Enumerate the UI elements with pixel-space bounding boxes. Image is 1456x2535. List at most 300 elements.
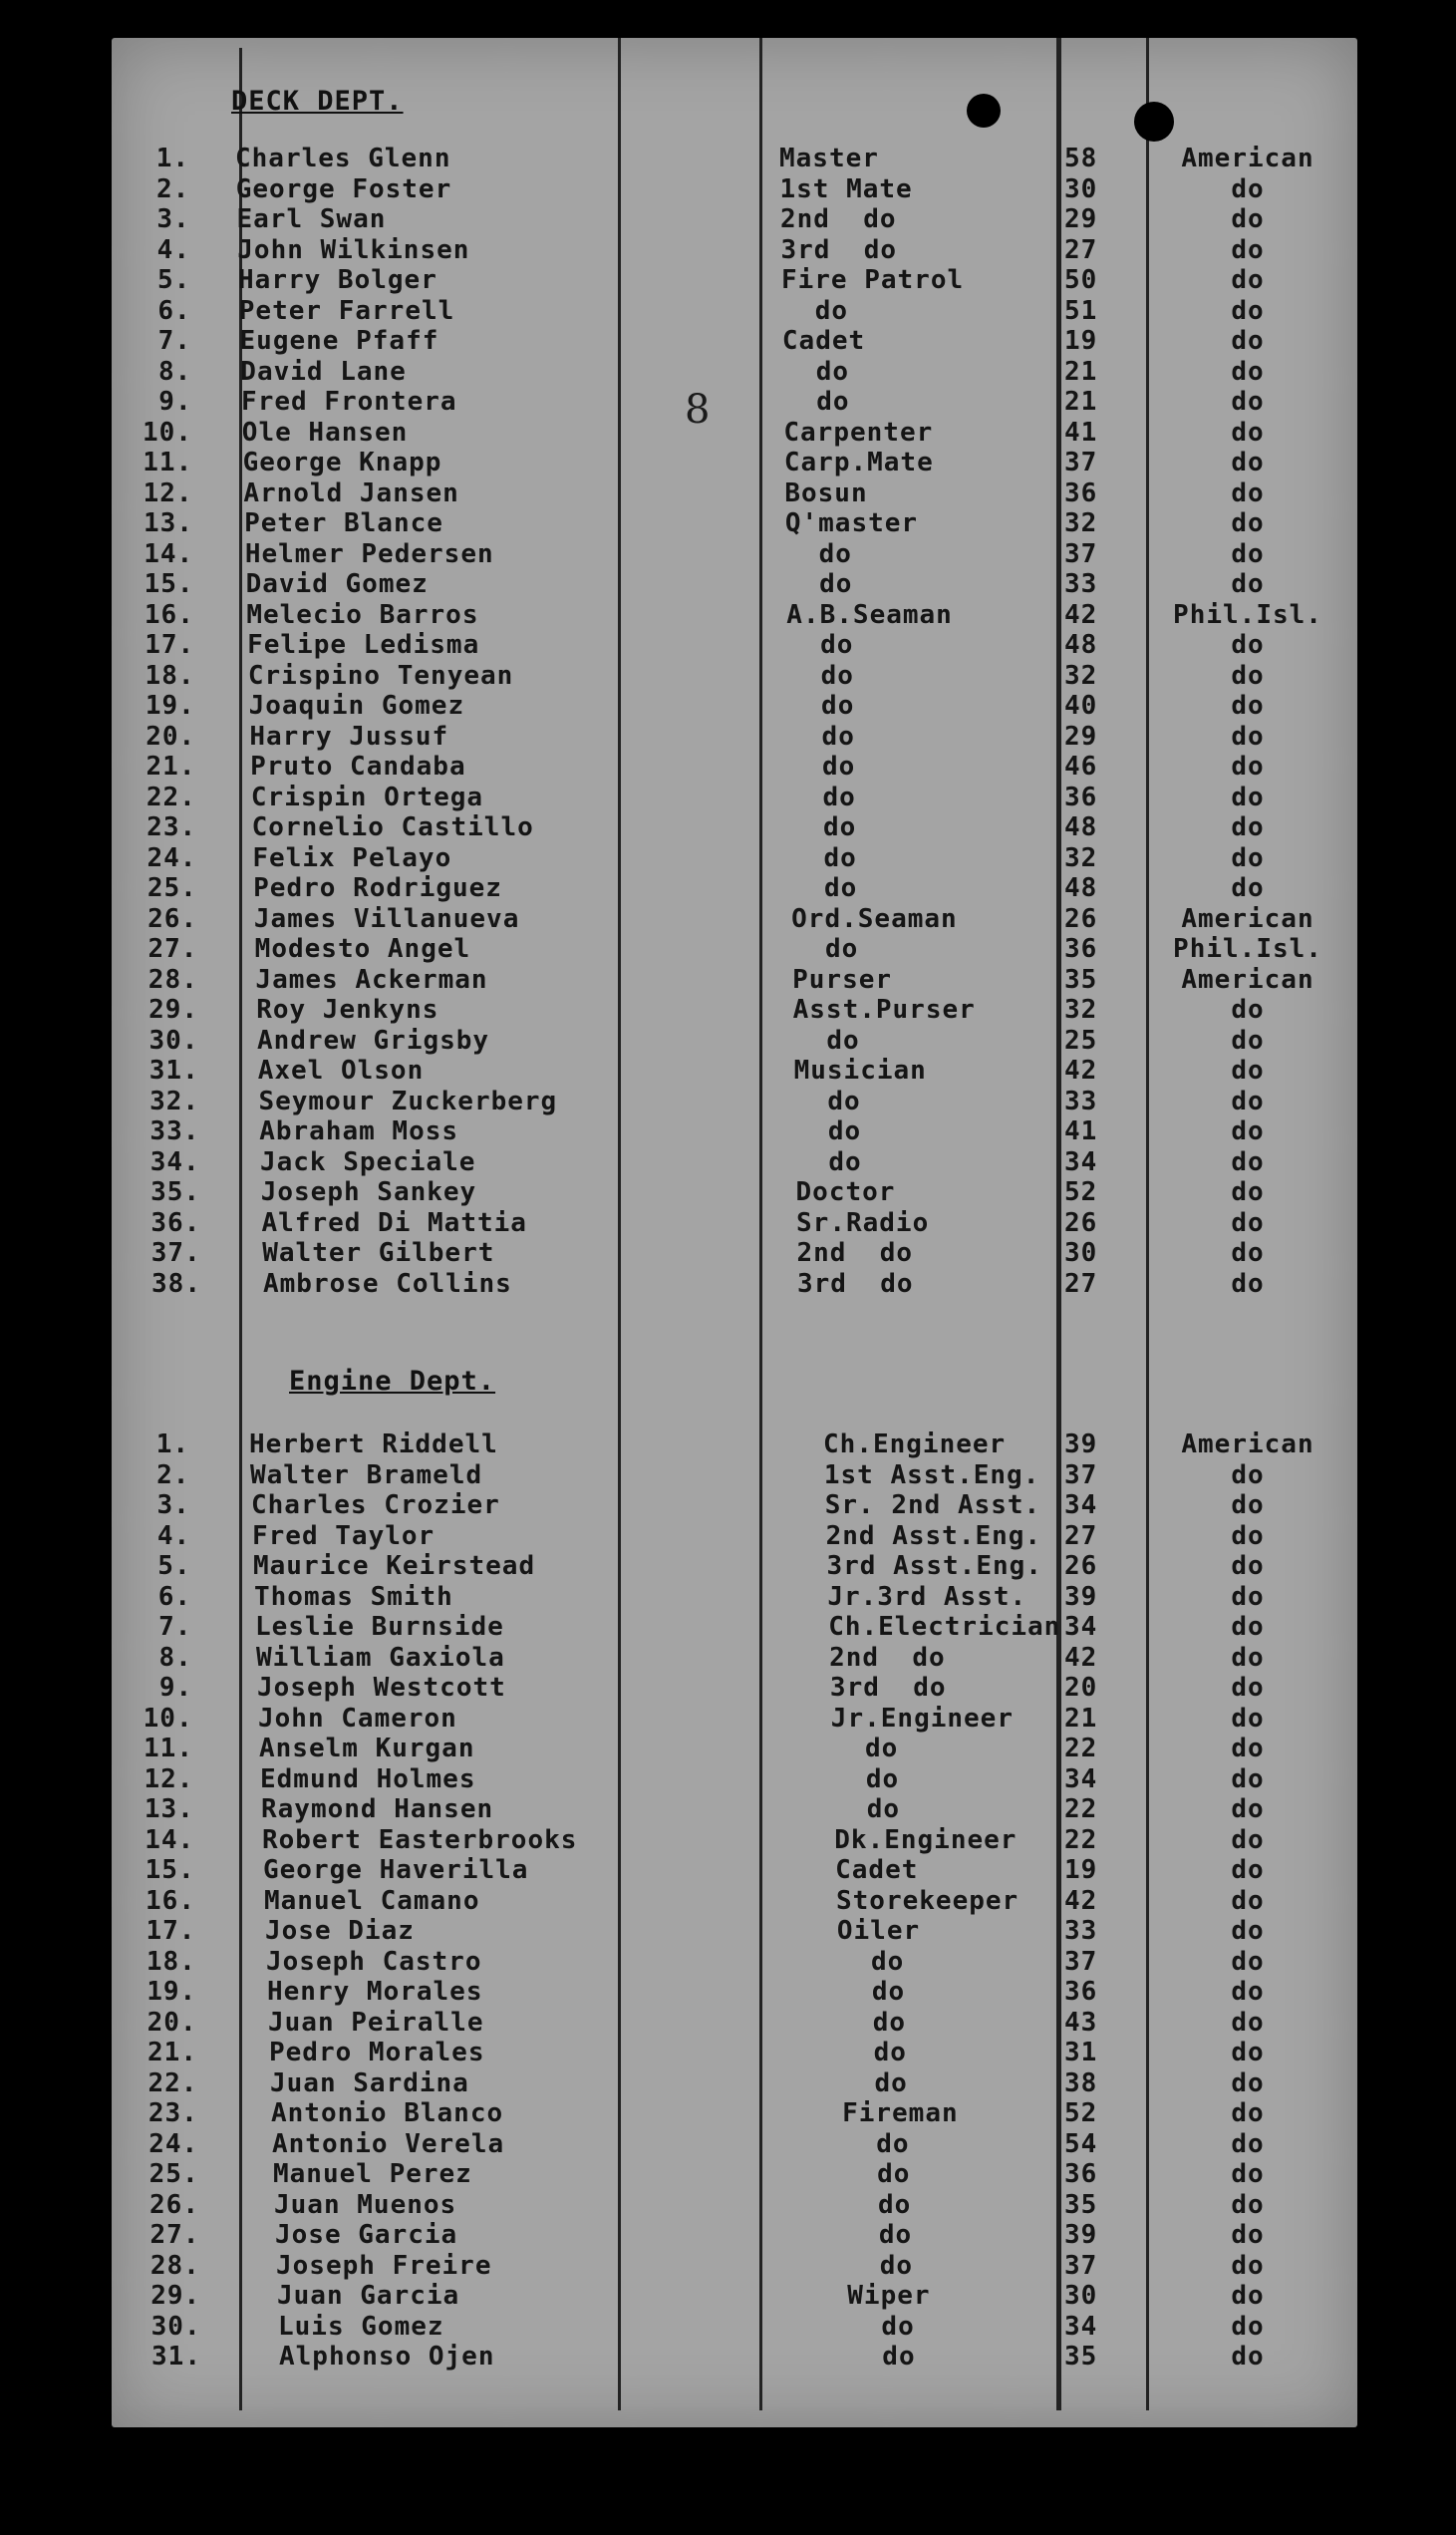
- crew-age: 37: [1064, 1459, 1098, 1490]
- crew-rating: Carpenter: [783, 417, 934, 448]
- crew-number: 16.: [144, 599, 194, 630]
- crew-rating: Cadet: [835, 1855, 919, 1885]
- crew-rating: 1st Asst.Eng.: [823, 1459, 1040, 1490]
- crew-nationality: do: [1231, 1824, 1265, 1855]
- crew-nationality: do: [1231, 2098, 1265, 2128]
- crew-number: 31.: [148, 1056, 199, 1086]
- crew-number: 27.: [147, 934, 198, 964]
- crew-row: [112, 448, 1357, 477]
- crew-number: 26.: [149, 2189, 199, 2220]
- crew-name: George Foster: [235, 173, 452, 204]
- crew-number: 4.: [156, 1520, 191, 1551]
- crew-nationality: do: [1231, 326, 1265, 356]
- crew-name: Juan Garcia: [277, 2281, 460, 2311]
- crew-rating: do: [833, 1794, 901, 1824]
- crew-number: 30.: [148, 1025, 199, 1056]
- crew-age: 34: [1064, 2311, 1098, 2342]
- crew-age: 42: [1064, 1885, 1098, 1916]
- crew-rating: Purser: [792, 964, 893, 995]
- crew-number: 4.: [156, 234, 190, 265]
- crew-number: 15.: [144, 569, 194, 599]
- crew-rating: do: [788, 752, 856, 782]
- crew-rating: do: [795, 1146, 862, 1177]
- crew-row: [112, 934, 1357, 964]
- crew-number: 12.: [144, 1763, 194, 1794]
- crew-row: [112, 418, 1357, 448]
- crew-row: [112, 2098, 1357, 2128]
- crew-age: 42: [1064, 599, 1098, 630]
- crew-nationality: do: [1231, 295, 1265, 326]
- crew-age: 35: [1064, 2342, 1098, 2372]
- crew-age: 38: [1064, 2067, 1098, 2098]
- crew-name: Ambrose Collins: [263, 1268, 512, 1299]
- crew-row: [112, 1056, 1357, 1086]
- crew-number: 6.: [157, 1581, 191, 1612]
- crew-number: 13.: [143, 508, 193, 538]
- crew-row: [112, 1947, 1357, 1977]
- crew-age: 32: [1064, 995, 1098, 1025]
- crew-name: James Villanueva: [253, 903, 520, 934]
- manifest-page: [112, 38, 1357, 2427]
- crew-age: 36: [1064, 782, 1098, 812]
- crew-rating: A.B.Seaman: [786, 599, 953, 630]
- crew-age: 27: [1064, 234, 1098, 265]
- crew-nationality: do: [1231, 1642, 1265, 1673]
- crew-age: 22: [1064, 1734, 1098, 1763]
- crew-nationality: do: [1231, 2220, 1265, 2250]
- crew-nationality: do: [1231, 1207, 1265, 1238]
- crew-nationality: do: [1231, 752, 1265, 782]
- crew-nationality: do: [1231, 204, 1265, 234]
- crew-row: [112, 569, 1357, 599]
- crew-nationality: do: [1231, 2159, 1265, 2189]
- crew-rating: Wiper: [847, 2281, 931, 2311]
- crew-name: Leslie Burnside: [255, 1612, 504, 1642]
- crew-nationality: do: [1231, 660, 1265, 691]
- crew-age: 21: [1064, 356, 1098, 387]
- crew-age: 27: [1064, 1268, 1098, 1299]
- crew-row: [112, 1490, 1357, 1520]
- crew-name: Peter Farrell: [238, 295, 455, 326]
- crew-nationality: do: [1231, 508, 1265, 538]
- crew-number: 14.: [144, 538, 194, 569]
- crew-row: [112, 1429, 1357, 1459]
- crew-nationality: do: [1231, 2311, 1265, 2342]
- crew-age: 36: [1064, 477, 1098, 508]
- crew-row: [112, 1734, 1357, 1763]
- crew-number: 5.: [157, 265, 191, 295]
- crew-age: 48: [1064, 873, 1098, 903]
- crew-row: [112, 2190, 1357, 2220]
- crew-row: [112, 478, 1357, 508]
- crew-number: 11.: [143, 448, 193, 477]
- crew-row: [112, 812, 1357, 842]
- crew-rating: do: [785, 569, 853, 599]
- crew-row: [112, 691, 1357, 721]
- crew-rating: Fire Patrol: [780, 265, 965, 295]
- crew-name: Jose Diaz: [265, 1916, 415, 1946]
- crew-rating: Carp.Mate: [783, 448, 934, 477]
- crew-nationality: do: [1231, 173, 1265, 204]
- crew-rating: do: [789, 812, 857, 842]
- crew-name: Thomas Smith: [254, 1581, 453, 1612]
- crew-nationality: do: [1231, 1916, 1265, 1946]
- crew-number: 17.: [145, 630, 195, 660]
- crew-number: 38.: [151, 1268, 201, 1299]
- crew-rating: do: [845, 2220, 913, 2250]
- crew-nationality: do: [1231, 1673, 1265, 1703]
- crew-row: [112, 722, 1357, 752]
- crew-number: 26.: [147, 903, 198, 934]
- crew-number: 20.: [146, 2007, 197, 2038]
- crew-nationality: do: [1231, 448, 1265, 477]
- crew-name: David Gomez: [245, 569, 429, 599]
- crew-rating: do: [840, 2038, 907, 2067]
- crew-age: 33: [1064, 569, 1098, 599]
- crew-row: [112, 1116, 1357, 1146]
- crew-nationality: do: [1231, 691, 1265, 721]
- crew-row: [112, 1551, 1357, 1581]
- crew-age: 39: [1064, 1581, 1098, 1612]
- crew-row: [112, 752, 1357, 782]
- crew-name: Joseph Freire: [276, 2250, 492, 2281]
- crew-row: [112, 1794, 1357, 1824]
- crew-name: Earl Swan: [236, 204, 387, 234]
- crew-age: 30: [1064, 2281, 1098, 2311]
- crew-row: [112, 965, 1357, 995]
- crew-number: 7.: [158, 1612, 192, 1642]
- crew-name: Pruto Candaba: [250, 752, 466, 782]
- crew-name: Cornelio Castillo: [251, 812, 534, 842]
- punch-hole: [1134, 102, 1174, 142]
- crew-nationality: American: [1181, 964, 1314, 995]
- crew-row: [112, 1643, 1357, 1673]
- crew-rating: Sr.Radio: [796, 1207, 930, 1238]
- crew-number: 21.: [146, 752, 196, 782]
- crew-name: Manuel Camano: [264, 1885, 480, 1916]
- crew-row: [112, 2008, 1357, 2038]
- crew-rating: do: [787, 660, 854, 691]
- crew-name: Walter Gilbert: [262, 1238, 495, 1268]
- crew-number: 36.: [150, 1207, 201, 1238]
- crew-number: 17.: [146, 1916, 196, 1946]
- crew-name: Charles Glenn: [235, 144, 451, 173]
- crew-nationality: do: [1231, 569, 1265, 599]
- crew-name: Fred Taylor: [252, 1520, 436, 1551]
- crew-number: 33.: [149, 1116, 200, 1146]
- crew-rating: 2nd do: [796, 1238, 914, 1268]
- crew-name: Helmer Pedersen: [244, 538, 494, 569]
- crew-row: [112, 995, 1357, 1025]
- crew-nationality: do: [1231, 477, 1265, 508]
- crew-row: [112, 326, 1357, 356]
- crew-name: Charles Crozier: [251, 1490, 500, 1520]
- crew-age: 41: [1064, 417, 1098, 448]
- crew-rating: Ch.Electrician: [828, 1612, 1061, 1642]
- crew-age: 36: [1064, 934, 1098, 964]
- crew-row: [112, 144, 1357, 173]
- crew-rating: 3rd do: [780, 234, 898, 265]
- crew-nationality: do: [1231, 1734, 1265, 1763]
- crew-age: 21: [1064, 387, 1098, 417]
- crew-number: 1.: [155, 144, 189, 173]
- crew-name: Anselm Kurgan: [259, 1734, 475, 1763]
- crew-rating: do: [788, 721, 855, 752]
- crew-rating: do: [782, 387, 850, 417]
- crew-age: 32: [1064, 508, 1098, 538]
- crew-nationality: American: [1181, 903, 1314, 934]
- crew-row: [112, 2038, 1357, 2067]
- crew-rating: do: [781, 295, 849, 326]
- crew-age: 26: [1064, 1551, 1098, 1581]
- crew-number: 34.: [149, 1146, 200, 1177]
- crew-name: Maurice Keirstead: [253, 1551, 536, 1581]
- engine-dept-title: Engine Dept.: [289, 1366, 496, 1397]
- crew-rating: do: [793, 1025, 860, 1056]
- crew-number: 28.: [147, 964, 198, 995]
- crew-number: 11.: [144, 1734, 193, 1763]
- crew-age: 36: [1064, 1977, 1098, 2007]
- crew-nationality: do: [1231, 1490, 1265, 1520]
- crew-nationality: do: [1231, 1581, 1265, 1612]
- crew-row: [112, 1825, 1357, 1855]
- crew-age: 48: [1064, 630, 1098, 660]
- crew-age: 29: [1064, 204, 1098, 234]
- crew-age: 37: [1064, 2250, 1098, 2281]
- crew-row: [112, 1764, 1357, 1794]
- crew-number: 10.: [142, 417, 192, 448]
- crew-rating: 3rd Asst.Eng.: [826, 1551, 1042, 1581]
- crew-number: 18.: [145, 660, 195, 691]
- crew-number: 21.: [147, 2038, 197, 2067]
- crew-row: [112, 235, 1357, 265]
- crew-nationality: do: [1231, 538, 1265, 569]
- crew-age: 52: [1064, 2098, 1098, 2128]
- crew-age: 22: [1064, 1794, 1098, 1824]
- crew-nationality: do: [1231, 1520, 1265, 1551]
- crew-rating: Jr.Engineer: [830, 1703, 1014, 1734]
- crew-number: 28.: [149, 2250, 200, 2281]
- crew-number: 23.: [147, 2098, 198, 2128]
- crew-row: [112, 2159, 1357, 2189]
- crew-name: Jack Speciale: [259, 1146, 476, 1177]
- crew-name: George Knapp: [242, 448, 442, 477]
- crew-row: [112, 783, 1357, 812]
- crew-row: [112, 2129, 1357, 2159]
- crew-name: Antonio Verela: [272, 2128, 505, 2159]
- crew-age: 34: [1064, 1763, 1098, 1794]
- crew-nationality: do: [1231, 1086, 1265, 1116]
- crew-age: 29: [1064, 721, 1098, 752]
- crew-age: 25: [1064, 1025, 1098, 1056]
- crew-nationality: do: [1231, 873, 1265, 903]
- crew-nationality: do: [1231, 1763, 1265, 1794]
- crew-name: Roy Jenkyns: [256, 995, 439, 1025]
- crew-age: 21: [1064, 1703, 1098, 1734]
- crew-row: [112, 2220, 1357, 2250]
- page-mark: 8: [685, 387, 711, 433]
- crew-row: [112, 873, 1357, 903]
- crew-row: [112, 661, 1357, 691]
- crew-age: 31: [1064, 2038, 1098, 2067]
- crew-rating: Cadet: [781, 326, 866, 356]
- crew-row: [112, 904, 1357, 934]
- crew-rating: Q'master: [784, 508, 919, 538]
- crew-rating: do: [791, 934, 859, 964]
- crew-number: 13.: [144, 1794, 194, 1824]
- crew-nationality: do: [1231, 387, 1265, 417]
- crew-name: Manuel Perez: [273, 2159, 472, 2189]
- deck-dept-title: DECK DEPT.: [231, 86, 404, 117]
- crew-row: [112, 1087, 1357, 1116]
- crew-number: 2.: [156, 1459, 190, 1490]
- crew-nationality: do: [1231, 721, 1265, 752]
- crew-age: 39: [1064, 1429, 1098, 1459]
- crew-rating: do: [849, 2342, 916, 2372]
- crew-rating: Dk.Engineer: [834, 1824, 1018, 1855]
- crew-nationality: American: [1181, 1429, 1314, 1459]
- crew-age: 58: [1064, 144, 1098, 173]
- punch-hole: [967, 94, 1001, 128]
- crew-name: Antonio Blanco: [271, 2098, 504, 2128]
- crew-name: Fred Frontera: [241, 387, 457, 417]
- crew-rating: do: [846, 2250, 914, 2281]
- crew-nationality: do: [1231, 2128, 1265, 2159]
- crew-rating: do: [787, 691, 855, 721]
- crew-name: John Wilkinsen: [237, 234, 470, 265]
- crew-age: 50: [1064, 265, 1098, 295]
- crew-row: [112, 2312, 1357, 2342]
- crew-rating: Ord.Seaman: [791, 903, 958, 934]
- crew-number: 7.: [157, 326, 191, 356]
- crew-age: 22: [1064, 1824, 1098, 1855]
- crew-name: Abraham Moss: [259, 1116, 459, 1146]
- crew-rating: 2nd do: [829, 1642, 946, 1673]
- crew-row: [112, 1460, 1357, 1490]
- crew-nationality: Phil.Isl.: [1173, 599, 1322, 630]
- crew-rating: do: [790, 873, 858, 903]
- crew-age: 33: [1064, 1086, 1098, 1116]
- crew-number: 5.: [157, 1551, 191, 1581]
- crew-row: [112, 1026, 1357, 1056]
- crew-nationality: do: [1231, 234, 1265, 265]
- crew-number: 9.: [158, 387, 192, 417]
- crew-nationality: do: [1231, 1146, 1265, 1177]
- crew-rating: do: [785, 538, 852, 569]
- crew-nationality: do: [1231, 417, 1265, 448]
- crew-row: [112, 1855, 1357, 1885]
- crew-row: [112, 1612, 1357, 1642]
- crew-nationality: do: [1231, 812, 1265, 842]
- crew-number: 19.: [146, 1977, 197, 2007]
- crew-row: [112, 1238, 1357, 1268]
- crew-rating: do: [789, 782, 856, 812]
- crew-age: 32: [1064, 660, 1098, 691]
- crew-number: 1.: [155, 1429, 189, 1459]
- crew-rating: Master: [779, 144, 879, 173]
- crew-age: 42: [1064, 1056, 1098, 1086]
- crew-age: 19: [1064, 1855, 1098, 1885]
- crew-nationality: do: [1231, 2342, 1265, 2372]
- crew-row: [112, 265, 1357, 295]
- crew-number: 19.: [145, 691, 195, 721]
- crew-age: 27: [1064, 1520, 1098, 1551]
- crew-name: Peter Blance: [244, 508, 443, 538]
- crew-rating: do: [842, 2128, 910, 2159]
- crew-name: Walter Brameld: [250, 1459, 483, 1490]
- crew-row: [112, 600, 1357, 630]
- crew-age: 43: [1064, 2007, 1098, 2038]
- crew-age: 26: [1064, 1207, 1098, 1238]
- crew-number: 30.: [150, 2311, 201, 2342]
- crew-age: 33: [1064, 1916, 1098, 1946]
- crew-rating: do: [782, 356, 850, 387]
- crew-row: [112, 1673, 1357, 1703]
- crew-nationality: do: [1231, 356, 1265, 387]
- crew-rating: Sr. 2nd Asst.: [824, 1490, 1041, 1520]
- crew-age: 40: [1064, 691, 1098, 721]
- crew-nationality: do: [1231, 1056, 1265, 1086]
- crew-rating: Jr.3rd Asst.: [827, 1581, 1027, 1612]
- crew-nationality: do: [1231, 2007, 1265, 2038]
- crew-age: 30: [1064, 173, 1098, 204]
- crew-number: 22.: [146, 782, 196, 812]
- crew-row: [112, 1916, 1357, 1946]
- crew-row: [112, 1977, 1357, 2007]
- crew-row: [112, 1269, 1357, 1299]
- crew-nationality: do: [1231, 265, 1265, 295]
- crew-name: Ole Hansen: [241, 417, 409, 448]
- crew-row: [112, 204, 1357, 234]
- crew-rating: do: [832, 1763, 900, 1794]
- crew-nationality: do: [1231, 782, 1265, 812]
- crew-number: 8.: [158, 1642, 192, 1673]
- crew-age: 37: [1064, 538, 1098, 569]
- crew-name: Melecio Barros: [246, 599, 479, 630]
- crew-nationality: do: [1231, 1025, 1265, 1056]
- crew-rating: do: [794, 1086, 861, 1116]
- crew-row: [112, 2342, 1357, 2372]
- crew-nationality: do: [1231, 1703, 1265, 1734]
- crew-name: Juan Peiralle: [268, 2007, 484, 2038]
- crew-rating: Fireman: [842, 2098, 959, 2128]
- crew-nationality: do: [1231, 1794, 1265, 1824]
- crew-nationality: do: [1231, 1177, 1265, 1207]
- crew-name: David Lane: [240, 356, 407, 387]
- crew-rating: 1st Mate: [779, 173, 913, 204]
- crew-rating: do: [841, 2067, 908, 2098]
- crew-nationality: do: [1231, 2281, 1265, 2311]
- crew-nationality: do: [1231, 842, 1265, 873]
- crew-age: 48: [1064, 812, 1098, 842]
- crew-number: 37.: [150, 1238, 201, 1268]
- crew-name: Robert Easterbrooks: [262, 1824, 578, 1855]
- crew-number: 8.: [157, 356, 192, 387]
- crew-name: Joseph Westcott: [257, 1673, 506, 1703]
- crew-name: Modesto Angel: [254, 934, 471, 964]
- crew-row: [112, 539, 1357, 569]
- crew-number: 31.: [151, 2342, 201, 2372]
- crew-number: 29.: [150, 2281, 201, 2311]
- crew-nationality: do: [1231, 1116, 1265, 1146]
- crew-age: 42: [1064, 1642, 1098, 1673]
- crew-rating: do: [843, 2159, 911, 2189]
- crew-number: 23.: [146, 812, 197, 842]
- crew-nationality: do: [1231, 1612, 1265, 1642]
- crew-rating: do: [837, 1946, 905, 1977]
- crew-number: 3.: [156, 204, 190, 234]
- crew-age: 34: [1064, 1146, 1098, 1177]
